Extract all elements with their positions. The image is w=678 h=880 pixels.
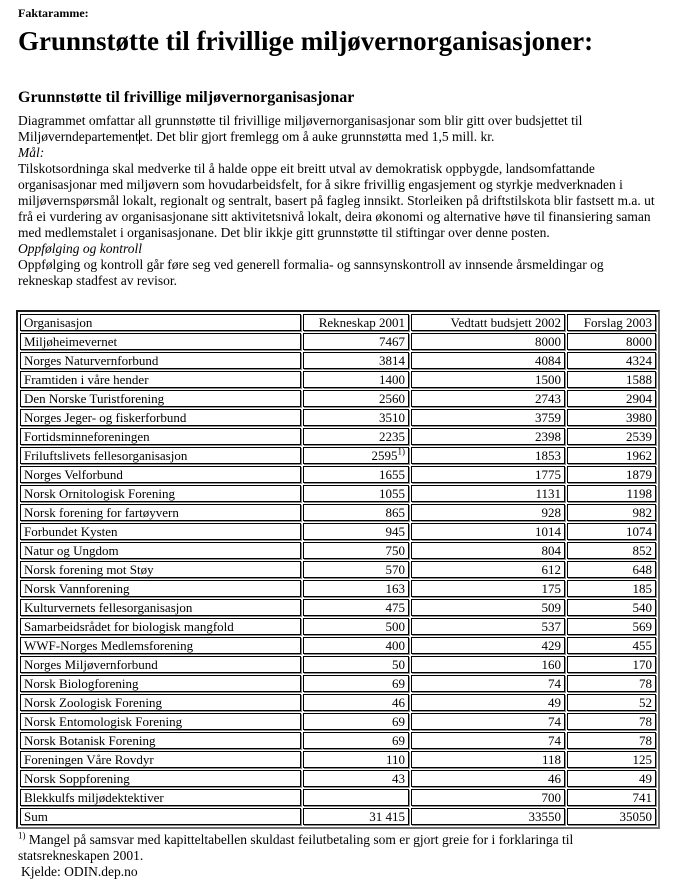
organisation-cell: Framtiden i våre hender [20, 371, 301, 388]
amount-cell: 74 [411, 675, 565, 692]
table-row [20, 751, 656, 768]
organisation-cell: Sum [20, 808, 301, 825]
amount-cell: 2743 [411, 390, 565, 407]
table-row [20, 580, 656, 597]
intro-text-after-caret: et. Det blir gjort fremlegg om å auke grunnstøtta med 1,5 mill. kr. [139, 128, 495, 144]
table-row [20, 561, 656, 578]
amount-cell: 3814 [303, 352, 409, 369]
footnote-body: Mangel på samsvar med kapitteltabellen skuldast feilutbetaling som er gjort greie for i forklaringa til statsrekneskapen 2001. [18, 831, 574, 863]
amount-cell: 110 [303, 751, 409, 768]
table-header-row [20, 314, 656, 331]
table-row [20, 656, 656, 673]
table-row [20, 371, 656, 388]
organisation-cell: Natur og Ungdom [20, 542, 301, 559]
amount-cell: 163 [303, 580, 409, 597]
amount-cell: 1500 [411, 371, 565, 388]
table-row [20, 485, 656, 502]
grants-table [16, 310, 660, 829]
amount-cell: 500 [303, 618, 409, 635]
amount-cell: 170 [567, 656, 656, 673]
amount-cell: 125 [567, 751, 656, 768]
amount-cell: 50 [303, 656, 409, 673]
amount-cell: 175 [411, 580, 565, 597]
amount-cell: 118 [411, 751, 565, 768]
table-row [20, 447, 656, 464]
organisation-cell: Den Norske Turistforening [20, 390, 301, 407]
organisation-cell: Norsk Entomologisk Forening [20, 713, 301, 730]
table-row [20, 333, 656, 350]
organisation-cell: Norsk forening mot Støy [20, 561, 301, 578]
header-forslag-2003: Forslag 2003 [567, 314, 656, 331]
amount-cell: 741 [567, 789, 656, 806]
organisation-cell: WWF-Norges Medlemsforening [20, 637, 301, 654]
goal-label: Mål: [18, 144, 45, 160]
amount-cell: 1775 [411, 466, 565, 483]
amount-cell: 43 [303, 770, 409, 787]
amount-cell: 509 [411, 599, 565, 616]
header-vedtatt-budsjett-2002: Vedtatt budsjett 2002 [411, 314, 565, 331]
table-row [20, 599, 656, 616]
amount-cell: 33550 [411, 808, 565, 825]
header-rekneskap-2001: Rekneskap 2001 [303, 314, 409, 331]
source-line: Kjelde: ODIN.dep.no [21, 863, 138, 879]
amount-cell: 69 [303, 732, 409, 749]
amount-cell: 185 [567, 580, 656, 597]
organisation-cell: Norsk Ornitologisk Forening [20, 485, 301, 502]
table-row [20, 352, 656, 369]
intro-text-before-caret: Diagrammet omfattar all grunnstøtte til frivillige miljøvernorganisasjonar som blir gitt over budsjettet til Miljøverndepartement [18, 112, 583, 144]
amount-cell: 3510 [303, 409, 409, 426]
organisation-cell: Foreningen Våre Rovdyr [20, 751, 301, 768]
followup-label: Oppfølging og kontroll [18, 240, 142, 256]
table-row [20, 466, 656, 483]
table-row [20, 428, 656, 445]
amount-cell: 160 [411, 656, 565, 673]
table-row [20, 504, 656, 521]
amount-cell: 2904 [567, 390, 656, 407]
amount-cell: 4084 [411, 352, 565, 369]
organisation-cell: Norges Miljøvernforbund [20, 656, 301, 673]
amount-cell: 750 [303, 542, 409, 559]
amount-cell: 945 [303, 523, 409, 540]
table-row [20, 637, 656, 654]
table-row [20, 713, 656, 730]
amount-cell: 52 [567, 694, 656, 711]
amount-cell: 2398 [411, 428, 565, 445]
amount-cell: 8000 [411, 333, 565, 350]
footnote-text [18, 832, 658, 864]
amount-cell: 2235 [303, 428, 409, 445]
amount-cell: 1055 [303, 485, 409, 502]
organisation-cell: Norsk Zoologisk Forening [20, 694, 301, 711]
amount-cell: 1400 [303, 371, 409, 388]
goal-paragraph: Tilskotsordninga skal medverke til å halde oppe eit breitt utval av demokratisk oppbygde, landsomfattande organisasjonar med miljøvern som hovudarbeidsfelt, for å sikre frivillig engasjement og styrkje medverknaden i miljøvernspørsmål lokalt, regionalt og sentralt, basert på fagleg innsikt. Storleiken på driftstilskota blir fastsett m.a. ut frå ei vurdering av organisasjonane sitt aktivitetsnivå lokalt, deira økonomi og alternative høve til finansiering saman med medlemstalet i organisasjonane. Det blir ikkje gitt grunnstøtte til stiftingar over denne posten. [18, 160, 655, 240]
amount-cell: 700 [411, 789, 565, 806]
amount-cell: 31 415 [303, 808, 409, 825]
amount-cell: 648 [567, 561, 656, 578]
amount-cell: 928 [411, 504, 565, 521]
table-row [20, 770, 656, 787]
table-row [20, 732, 656, 749]
amount-cell: 429 [411, 637, 565, 654]
amount-cell: 569 [567, 618, 656, 635]
organisation-cell: Blekkulfs miljødektektiver [20, 789, 301, 806]
amount-cell: 7467 [303, 333, 409, 350]
amount-cell: 78 [567, 675, 656, 692]
body-text [18, 113, 660, 289]
organisation-cell: Norsk Botanisk Forening [20, 732, 301, 749]
table-row [20, 808, 656, 825]
table-row [20, 542, 656, 559]
amount-cell: 852 [567, 542, 656, 559]
organisation-cell: Norges Naturvernforbund [20, 352, 301, 369]
amount-cell: 1074 [567, 523, 656, 540]
organisation-cell: Norsk forening for fartøyvern [20, 504, 301, 521]
amount-cell: 475 [303, 599, 409, 616]
amount-cell: 612 [411, 561, 565, 578]
amount-cell: 8000 [567, 333, 656, 350]
amount-cell: 1853 [411, 447, 565, 464]
organisation-cell: Forbundet Kysten [20, 523, 301, 540]
amount-cell: 400 [303, 637, 409, 654]
amount-cell: 74 [411, 713, 565, 730]
amount-cell: 1014 [411, 523, 565, 540]
organisation-cell: Norsk Soppforening [20, 770, 301, 787]
amount-cell: 4324 [567, 352, 656, 369]
table-row [20, 523, 656, 540]
amount-cell: 1962 [567, 447, 656, 464]
amount-cell: 78 [567, 732, 656, 749]
table-row [20, 789, 656, 806]
table-row [20, 390, 656, 407]
amount-cell: 540 [567, 599, 656, 616]
intro-paragraph [18, 113, 660, 145]
table-row [20, 694, 656, 711]
amount-cell: 2560 [303, 390, 409, 407]
organisation-cell: Fortidsminneforeningen [20, 428, 301, 445]
page-title: Grunnstøtte til frivillige miljøvernorganisasjoner: [18, 26, 594, 56]
organisation-cell: Norsk Vannforening [20, 580, 301, 597]
header-organisation: Organisasjon [20, 314, 301, 331]
followup-paragraph: Oppfølging og kontroll går føre seg ved generell formalia- og sannsynskontroll av innsende årsmeldingar og rekneskap stadfest av revisor. [18, 256, 604, 288]
amount-cell: 570 [303, 561, 409, 578]
amount-cell: 804 [411, 542, 565, 559]
table-row [20, 675, 656, 692]
kicker-label: Faktaramme: [18, 6, 89, 20]
amount-cell: 1131 [411, 485, 565, 502]
amount-cell: 1655 [303, 466, 409, 483]
organisation-cell: Miljøheimevernet [20, 333, 301, 350]
amount-cell: 78 [567, 713, 656, 730]
amount-cell: 2539 [567, 428, 656, 445]
table-footnote-marker: 1) [397, 446, 405, 457]
grants-table-body [20, 314, 656, 825]
amount-cell: 35050 [567, 808, 656, 825]
amount-cell: 1588 [567, 371, 656, 388]
amount-cell: 982 [567, 504, 656, 521]
amount-cell: 46 [303, 694, 409, 711]
amount-cell: 1879 [567, 466, 656, 483]
amount-cell: 74 [411, 732, 565, 749]
amount-cell: 69 [303, 675, 409, 692]
amount-cell: 46 [411, 770, 565, 787]
amount-cell: 49 [411, 694, 565, 711]
amount-cell: 69 [303, 713, 409, 730]
organisation-cell: Kulturvernets fellesorganisasjon [20, 599, 301, 616]
section-subtitle: Grunnstøtte til frivillige miljøvernorganisasjonar [18, 88, 355, 106]
organisation-cell: Norges Jeger- og fiskerforbund [20, 409, 301, 426]
amount-cell: 865 [303, 504, 409, 521]
organisation-cell: Norsk Biologforening [20, 675, 301, 692]
amount-cell: 455 [567, 637, 656, 654]
organisation-cell: Norges Velforbund [20, 466, 301, 483]
amount-cell: 49 [567, 770, 656, 787]
table-row [20, 618, 656, 635]
organisation-cell: Friluftslivets fellesorganisasjon [20, 447, 301, 464]
amount-cell: 3759 [411, 409, 565, 426]
amount-cell: 1198 [567, 485, 656, 502]
amount-cell: 2595$^{1)}$ [303, 447, 409, 464]
footnote-marker: 1) [18, 830, 26, 841]
organisation-cell: Samarbeidsrådet for biologisk mangfold [20, 618, 301, 635]
table-row [20, 409, 656, 426]
amount-cell [303, 789, 409, 806]
amount-cell: 3980 [567, 409, 656, 426]
amount-cell: 537 [411, 618, 565, 635]
